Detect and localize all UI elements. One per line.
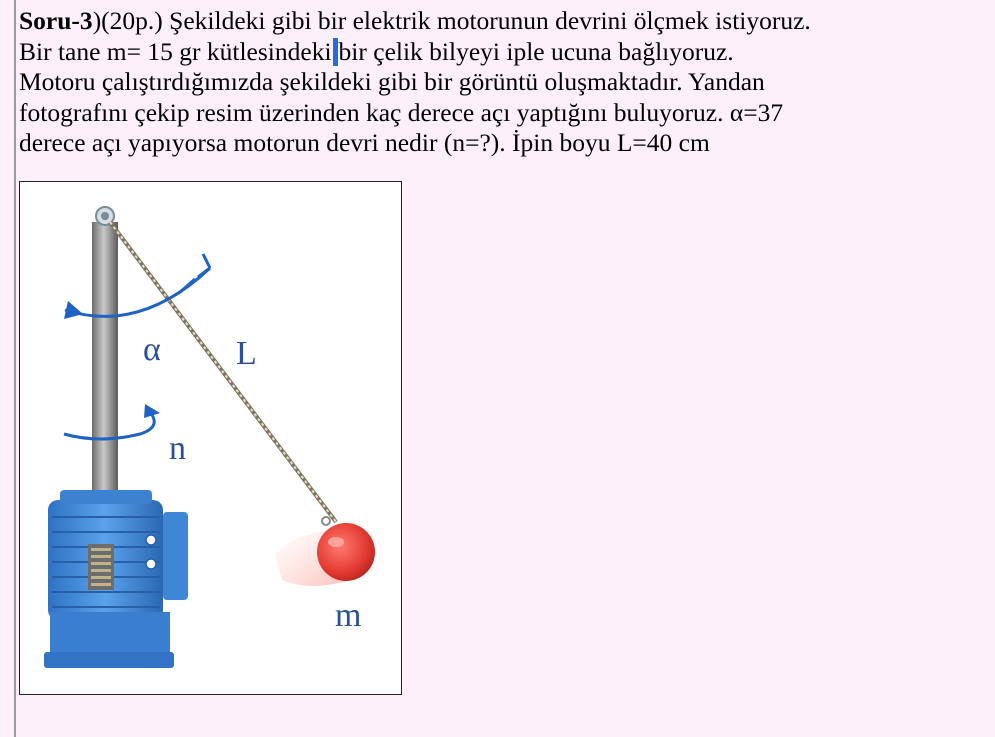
rpm-label: n	[169, 430, 186, 467]
question-points: )(20p.) Şekildeki gibi bir elektrik motorunun devrini ölçmek istiyoruz.	[92, 6, 811, 35]
alpha-label: α	[143, 331, 161, 368]
pendulum-string-texture	[110, 222, 336, 522]
motor-pendulum-figure	[19, 181, 402, 695]
question-line-2a: Bir tane m= 15 gr kütlesindeki	[19, 36, 332, 66]
pivot-center	[101, 212, 109, 220]
steel-ball	[317, 523, 375, 581]
question-text	[19, 6, 989, 159]
mass-label: m	[335, 597, 362, 634]
alpha-arc	[65, 268, 210, 316]
figure-svg	[20, 182, 401, 694]
alpha-arrow-left-icon	[64, 301, 83, 319]
text-cursor	[333, 38, 338, 66]
question-line-5: derece açı yapıyorsa motorun devri nedir (n=?). İpin boyu L=40 cm	[19, 128, 710, 157]
motor-bolt-top	[146, 535, 156, 545]
question-line-2b: bir çelik bilyeyi iple ucuna bağlıyoruz.	[338, 36, 734, 66]
question-line-3: Motoru çalıştırdığımızda şekildeki gibi bir görüntü oluşmaktadır. Yandan	[19, 67, 765, 96]
question-line-2	[19, 37, 989, 68]
question-label: Soru-3	[19, 6, 93, 35]
motor-top-cap	[60, 490, 152, 504]
alpha-arrow-tick	[179, 279, 195, 293]
motor-shaft	[92, 222, 118, 492]
motor-terminal-box	[163, 512, 188, 600]
ball-hook	[322, 517, 330, 525]
motor-flange	[44, 652, 174, 668]
electric-motor	[44, 490, 188, 668]
motor-bolt-bottom	[146, 559, 156, 569]
left-border	[14, 0, 16, 737]
alpha-arrow-right-icon	[198, 254, 210, 277]
length-label: L	[236, 335, 257, 372]
question-line-4: fotografını çekip resim üzerinden kaç derece açı yaptığını buluyoruz. α=37	[19, 97, 784, 127]
ball-highlight	[328, 537, 344, 547]
question-line-1	[19, 6, 989, 37]
